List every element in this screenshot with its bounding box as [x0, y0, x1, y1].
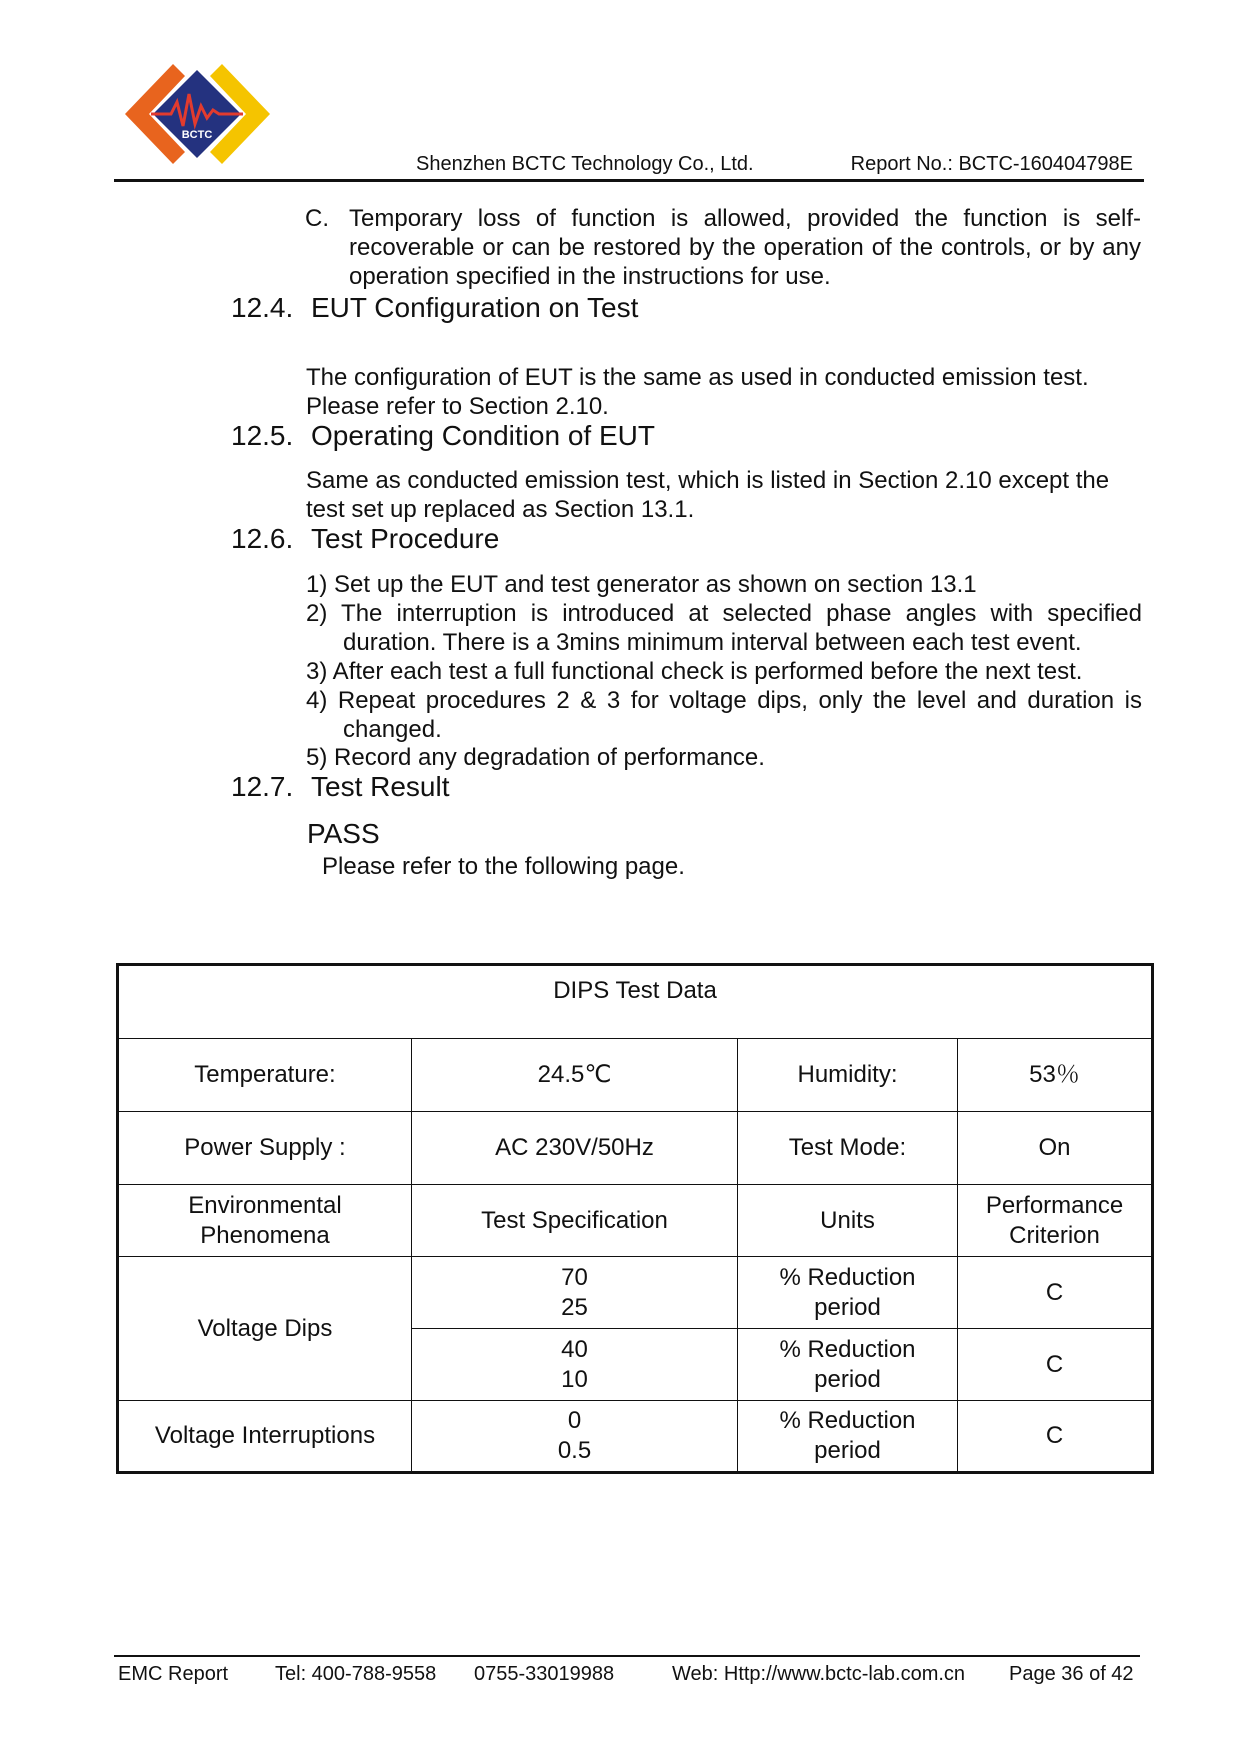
spec-duration: 25: [561, 1293, 588, 1321]
item-c-text: Temporary loss of function is allowed, provided the function is self-recoverable or can be restored by the operation of the controls, or by any operation specified in the instructions for use.: [349, 205, 1141, 290]
spec-level: 70: [561, 1263, 588, 1291]
header-line: Criterion: [1009, 1221, 1100, 1249]
header-report-number: Report No.: BCTC-160404798E: [850, 153, 1133, 175]
section-title: Test Procedure: [311, 523, 500, 554]
section-heading-12-4: [231, 291, 638, 325]
procedure-step-4: 4) Repeat procedures 2 & 3 for voltage dips, only the level and duration is changed.: [306, 687, 1142, 743]
footer-page-number: Page 36 of 42: [1009, 1663, 1134, 1685]
section-body-12-4: The configuration of EUT is the same as used in conducted emission test. Please refer to Section 2.10.: [306, 364, 1089, 420]
spec-cell: [412, 1401, 738, 1473]
section-body-12-5: Same as conducted emission test, which is listed in Section 2.10 except the test set up replaced as Section 13.1.: [306, 467, 1110, 523]
units-line: % Reduction: [779, 1407, 916, 1434]
units-cell: [738, 1257, 958, 1329]
section-number: 12.5.: [231, 420, 294, 451]
header-rule: [114, 179, 1144, 182]
phenomenon-voltage-dips: Voltage Dips: [118, 1257, 412, 1401]
temperature-label: Temperature:: [118, 1039, 412, 1112]
test-mode-label: Test Mode:: [738, 1112, 958, 1185]
section-number: 12.7.: [231, 771, 294, 802]
header-line: Performance: [985, 1191, 1124, 1219]
spec-duration: 10: [561, 1365, 588, 1393]
dips-test-data-table: [116, 963, 1154, 1474]
humidity-label: Humidity:: [738, 1039, 958, 1112]
footer-tel-2: 0755-33019988: [474, 1663, 615, 1685]
section-heading-12-6: [231, 522, 499, 556]
phenomenon-voltage-interruptions: Voltage Interruptions: [118, 1401, 412, 1473]
units-line: period: [814, 1437, 881, 1464]
table-title: DIPS Test Data: [118, 965, 1153, 1039]
bctc-logo: [115, 58, 280, 170]
test-mode-value: On: [958, 1112, 1153, 1185]
test-result-note: Please refer to the following page.: [322, 853, 685, 880]
units-line: period: [814, 1293, 881, 1321]
power-supply-value: AC 230V/50Hz: [412, 1112, 738, 1185]
procedure-step-2: 2) The interruption is introduced at selected phase angles with specified duration. There is a 3mins minimum interval between each test event.: [306, 600, 1142, 656]
header-line: Phenomena: [200, 1221, 330, 1249]
procedure-step-5: 5) Record any degradation of performance.: [306, 744, 765, 771]
footer-web-link[interactable]: Web: Http://www.bctc-lab.com.cn: [672, 1663, 966, 1685]
spec-level: 40: [561, 1335, 588, 1363]
spec-level: 0: [567, 1407, 582, 1434]
spec-duration: 0.5: [557, 1437, 592, 1464]
temperature-value: 24.5℃: [412, 1039, 738, 1112]
item-c-marker: C.: [305, 205, 329, 232]
humidity-value: 53％: [958, 1039, 1153, 1112]
procedure-step-1: 1) Set up the EUT and test generator as shown on section 13.1: [306, 571, 977, 598]
spec-cell: [412, 1257, 738, 1329]
footer-label: EMC Report: [118, 1663, 229, 1685]
test-result-pass: PASS: [307, 818, 380, 849]
col-header-criterion: [958, 1185, 1153, 1257]
units-cell: [738, 1329, 958, 1401]
section-title: EUT Configuration on Test: [311, 292, 639, 323]
units-line: % Reduction: [779, 1335, 916, 1363]
header-line: Environmental: [188, 1191, 342, 1219]
units-line: period: [814, 1365, 881, 1393]
units-cell: [738, 1401, 958, 1473]
units-line: % Reduction: [779, 1263, 916, 1291]
section-heading-12-5: [231, 419, 655, 453]
power-supply-label: Power Supply :: [118, 1112, 412, 1185]
section-title: Test Result: [311, 771, 450, 802]
header-company: Shenzhen BCTC Technology Co., Ltd.: [416, 153, 754, 175]
col-header-phenomena: [118, 1185, 412, 1257]
col-header-units: Units: [738, 1185, 958, 1257]
col-header-spec: Test Specification: [412, 1185, 738, 1257]
section-number: 12.6.: [231, 523, 294, 554]
procedure-step-3: 3) After each test a full functional check is performed before the next test.: [306, 658, 1083, 685]
section-number: 12.4.: [231, 292, 294, 323]
section-heading-12-7: [231, 770, 450, 804]
logo-text: BCTC: [181, 129, 213, 141]
section-title: Operating Condition of EUT: [311, 420, 655, 451]
criterion-cell: C: [958, 1329, 1153, 1401]
spec-cell: [412, 1329, 738, 1401]
footer-tel: Tel: 400-788-9558: [275, 1663, 437, 1685]
footer-rule: [114, 1655, 1140, 1657]
criterion-cell: C: [958, 1257, 1153, 1329]
criterion-cell: C: [958, 1401, 1153, 1473]
